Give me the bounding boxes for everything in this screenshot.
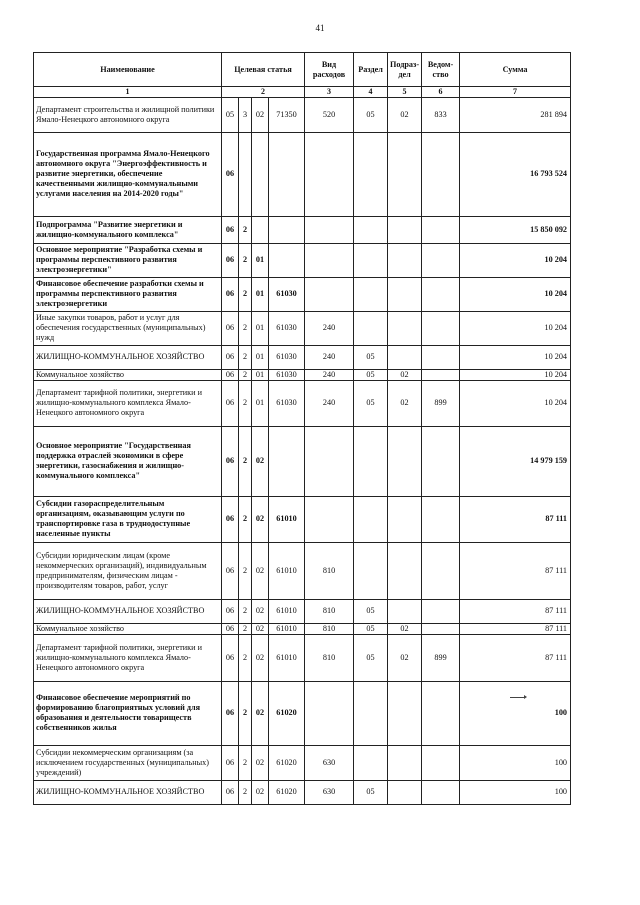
cell-name: Государственная программа Ямало-Ненецкого автономного округа "Энергоэффективность и развитие энергетики, обеспечение качественными жилищно-коммунальными услугами населения на 2014-2020 годы" bbox=[34, 132, 222, 216]
column-number: 5 bbox=[388, 87, 422, 98]
cell-sum: 87 111 bbox=[460, 634, 571, 681]
cell-department bbox=[422, 681, 460, 745]
cell-target-activity: 01 bbox=[252, 277, 269, 311]
cell-name: Субсидии газораспределительным организациям, оказывающим услуги по транспортировке газа в труднодоступные населенные пункты bbox=[34, 496, 222, 542]
cell-subsection bbox=[388, 311, 422, 345]
cell-section bbox=[354, 132, 388, 216]
cell-section bbox=[354, 216, 388, 243]
cell-target-subprogram: 2 bbox=[239, 243, 252, 277]
cell-target-activity: 02 bbox=[252, 426, 269, 496]
cell-section: 05 bbox=[354, 623, 388, 634]
cell-sum: 100 bbox=[460, 745, 571, 780]
cell-department bbox=[422, 623, 460, 634]
cell-section bbox=[354, 681, 388, 745]
cell-name: Субсидии юридическим лицам (кроме некоммерческих организаций), индивидуальным предпринимателям, физическим лицам - производителям товаров, работ, услуг bbox=[34, 542, 222, 599]
cell-target-subprogram: 2 bbox=[239, 542, 252, 599]
cell-section: 05 bbox=[354, 780, 388, 804]
cell-target-program: 06 bbox=[222, 277, 239, 311]
cell-subsection bbox=[388, 277, 422, 311]
header-expense-type: Вид расходов bbox=[305, 53, 354, 87]
table-row bbox=[34, 634, 571, 681]
cell-expense-type: 240 bbox=[305, 311, 354, 345]
cell-subsection bbox=[388, 243, 422, 277]
cell-sum: 14 979 159 bbox=[460, 426, 571, 496]
cell-section: 05 bbox=[354, 380, 388, 426]
cell-name: ЖИЛИЩНО-КОММУНАЛЬНОЕ ХОЗЯЙСТВО bbox=[34, 780, 222, 804]
cell-section bbox=[354, 542, 388, 599]
cell-target-direction: 61030 bbox=[269, 380, 305, 426]
table-row bbox=[34, 132, 571, 216]
cell-name: Финансовое обеспечение разработки схемы и программы перспективного развития электроэнергетики bbox=[34, 277, 222, 311]
cell-target-subprogram: 2 bbox=[239, 369, 252, 380]
cell-expense-type: 520 bbox=[305, 97, 354, 132]
cell-expense-type bbox=[305, 681, 354, 745]
cell-subsection bbox=[388, 780, 422, 804]
cell-name: Подпрограмма "Развитие энергетики и жилищно-коммунального комплекса" bbox=[34, 216, 222, 243]
cell-target-activity: 02 bbox=[252, 634, 269, 681]
table-body bbox=[34, 97, 571, 804]
cell-section bbox=[354, 745, 388, 780]
column-number: 2 bbox=[222, 87, 305, 98]
cell-target-activity: 01 bbox=[252, 369, 269, 380]
cell-sum: 10 204 bbox=[460, 277, 571, 311]
cell-subsection bbox=[388, 599, 422, 623]
cell-expense-type: 810 bbox=[305, 542, 354, 599]
cell-name: Департамент строительства и жилищной политики Ямало-Ненецкого автономного округа bbox=[34, 97, 222, 132]
cell-target-activity: 02 bbox=[252, 780, 269, 804]
cell-expense-type bbox=[305, 132, 354, 216]
column-number: 7 bbox=[460, 87, 571, 98]
cell-target-program: 06 bbox=[222, 380, 239, 426]
cell-target-activity: 01 bbox=[252, 243, 269, 277]
cell-target-program: 06 bbox=[222, 132, 239, 216]
cell-department bbox=[422, 599, 460, 623]
header-name: Наименование bbox=[34, 53, 222, 87]
cell-target-program: 06 bbox=[222, 426, 239, 496]
cell-target-program: 06 bbox=[222, 634, 239, 681]
table-row bbox=[34, 426, 571, 496]
cell-subsection bbox=[388, 132, 422, 216]
cell-target-subprogram: 2 bbox=[239, 623, 252, 634]
cell-target-direction: 61030 bbox=[269, 369, 305, 380]
cell-department bbox=[422, 243, 460, 277]
cell-target-activity bbox=[252, 216, 269, 243]
column-number: 1 bbox=[34, 87, 222, 98]
cell-expense-type bbox=[305, 277, 354, 311]
cell-target-activity: 01 bbox=[252, 311, 269, 345]
cell-expense-type: 240 bbox=[305, 369, 354, 380]
cell-name: ЖИЛИЩНО-КОММУНАЛЬНОЕ ХОЗЯЙСТВО bbox=[34, 345, 222, 369]
cell-target-subprogram: 2 bbox=[239, 380, 252, 426]
cell-expense-type bbox=[305, 496, 354, 542]
page-number: 41 bbox=[315, 23, 325, 33]
cell-department bbox=[422, 345, 460, 369]
cell-target-direction: 61010 bbox=[269, 542, 305, 599]
cell-name: Департамент тарифной политики, энергетики и жилищно-коммунального комплекса Ямало-Ненецкого автономного округа bbox=[34, 380, 222, 426]
cell-subsection bbox=[388, 496, 422, 542]
cell-target-subprogram: 2 bbox=[239, 745, 252, 780]
cell-subsection bbox=[388, 216, 422, 243]
table-row bbox=[34, 243, 571, 277]
cell-sum: 87 111 bbox=[460, 542, 571, 599]
cell-target-direction: 61030 bbox=[269, 277, 305, 311]
cell-subsection: 02 bbox=[388, 97, 422, 132]
cell-subsection bbox=[388, 745, 422, 780]
table-row bbox=[34, 599, 571, 623]
cell-expense-type: 630 bbox=[305, 780, 354, 804]
cell-department: 899 bbox=[422, 634, 460, 681]
cell-section bbox=[354, 426, 388, 496]
cell-target-activity: 02 bbox=[252, 496, 269, 542]
cell-name: Финансовое обеспечение мероприятий по формированию благоприятных условий для образования и деятельности товариществ собственников жилья bbox=[34, 681, 222, 745]
cell-target-program: 06 bbox=[222, 311, 239, 345]
cell-department bbox=[422, 311, 460, 345]
column-number: 4 bbox=[354, 87, 388, 98]
cell-target-direction: 61020 bbox=[269, 780, 305, 804]
cell-sum: 10 204 bbox=[460, 380, 571, 426]
cell-subsection bbox=[388, 426, 422, 496]
cell-target-direction bbox=[269, 243, 305, 277]
cell-target-direction bbox=[269, 426, 305, 496]
cell-subsection bbox=[388, 681, 422, 745]
cell-target-program: 06 bbox=[222, 599, 239, 623]
cell-sum: 16 793 524 bbox=[460, 132, 571, 216]
header-department: Ведом-ство bbox=[422, 53, 460, 87]
cell-target-direction bbox=[269, 132, 305, 216]
table-row bbox=[34, 380, 571, 426]
cell-section bbox=[354, 496, 388, 542]
table-row bbox=[34, 780, 571, 804]
cell-subsection: 02 bbox=[388, 380, 422, 426]
cell-target-program: 06 bbox=[222, 681, 239, 745]
cell-target-program: 06 bbox=[222, 216, 239, 243]
arrow-mark-icon bbox=[510, 697, 524, 698]
cell-subsection: 02 bbox=[388, 623, 422, 634]
table-row bbox=[34, 345, 571, 369]
cell-department bbox=[422, 496, 460, 542]
cell-expense-type: 810 bbox=[305, 599, 354, 623]
cell-subsection: 02 bbox=[388, 634, 422, 681]
cell-expense-type: 240 bbox=[305, 380, 354, 426]
cell-target-activity: 02 bbox=[252, 97, 269, 132]
cell-target-direction: 61030 bbox=[269, 345, 305, 369]
table-row bbox=[34, 496, 571, 542]
cell-sum: 100 bbox=[460, 780, 571, 804]
cell-sum: 10 204 bbox=[460, 243, 571, 277]
cell-name: Коммунальное хозяйство bbox=[34, 369, 222, 380]
cell-section: 05 bbox=[354, 369, 388, 380]
cell-name: Основное мероприятие "Разработка схемы и программы перспективного развития электроэнергетики" bbox=[34, 243, 222, 277]
cell-target-subprogram: 2 bbox=[239, 311, 252, 345]
header-section: Раздел bbox=[354, 53, 388, 87]
cell-sum: 100 bbox=[460, 681, 571, 745]
cell-department bbox=[422, 542, 460, 599]
cell-target-subprogram: 2 bbox=[239, 634, 252, 681]
cell-subsection bbox=[388, 542, 422, 599]
cell-name: Субсидии некоммерческим организациям (за исключением государственных (муниципальных) учреждений) bbox=[34, 745, 222, 780]
cell-sum: 281 894 bbox=[460, 97, 571, 132]
cell-target-direction: 61030 bbox=[269, 311, 305, 345]
cell-target-program: 06 bbox=[222, 745, 239, 780]
cell-section: 05 bbox=[354, 345, 388, 369]
cell-department bbox=[422, 277, 460, 311]
cell-section bbox=[354, 277, 388, 311]
cell-target-subprogram: 2 bbox=[239, 780, 252, 804]
header-subsection: Подраз-дел bbox=[388, 53, 422, 87]
table-row bbox=[34, 369, 571, 380]
cell-target-subprogram: 2 bbox=[239, 681, 252, 745]
cell-sum: 10 204 bbox=[460, 311, 571, 345]
header-row bbox=[34, 53, 571, 87]
cell-target-activity bbox=[252, 132, 269, 216]
cell-target-program: 06 bbox=[222, 780, 239, 804]
table-row bbox=[34, 277, 571, 311]
cell-target-activity: 02 bbox=[252, 745, 269, 780]
table-row bbox=[34, 542, 571, 599]
header-sum: Сумма bbox=[460, 53, 571, 87]
cell-section: 05 bbox=[354, 97, 388, 132]
cell-name: Коммунальное хозяйство bbox=[34, 623, 222, 634]
cell-target-subprogram bbox=[239, 132, 252, 216]
cell-target-direction: 61010 bbox=[269, 634, 305, 681]
cell-target-subprogram: 2 bbox=[239, 216, 252, 243]
cell-sum: 87 111 bbox=[460, 599, 571, 623]
cell-target-subprogram: 2 bbox=[239, 277, 252, 311]
cell-section: 05 bbox=[354, 599, 388, 623]
cell-section: 05 bbox=[354, 634, 388, 681]
cell-sum: 87 111 bbox=[460, 496, 571, 542]
cell-expense-type bbox=[305, 243, 354, 277]
header-target: Целевая статья bbox=[222, 53, 305, 87]
cell-expense-type: 810 bbox=[305, 634, 354, 681]
column-number-row bbox=[34, 87, 571, 98]
cell-target-program: 06 bbox=[222, 542, 239, 599]
cell-target-activity: 02 bbox=[252, 623, 269, 634]
cell-name: Иные закупки товаров, работ и услуг для обеспечения государственных (муниципальных) нужд bbox=[34, 311, 222, 345]
table-row bbox=[34, 623, 571, 634]
cell-target-direction: 61010 bbox=[269, 496, 305, 542]
cell-target-activity: 02 bbox=[252, 681, 269, 745]
cell-name: Основное мероприятие "Государственная поддержка отраслей экономики в сфере энергетики, газоснабжения и жилищно-коммунального комплекса" bbox=[34, 426, 222, 496]
cell-sum: 10 204 bbox=[460, 345, 571, 369]
column-number: 3 bbox=[305, 87, 354, 98]
cell-target-program: 06 bbox=[222, 496, 239, 542]
cell-expense-type: 630 bbox=[305, 745, 354, 780]
cell-target-subprogram: 3 bbox=[239, 97, 252, 132]
cell-target-subprogram: 2 bbox=[239, 599, 252, 623]
column-number: 6 bbox=[422, 87, 460, 98]
cell-sum: 87 111 bbox=[460, 623, 571, 634]
cell-target-direction: 61020 bbox=[269, 681, 305, 745]
cell-target-program: 06 bbox=[222, 623, 239, 634]
cell-target-direction: 61010 bbox=[269, 623, 305, 634]
cell-department bbox=[422, 132, 460, 216]
cell-expense-type bbox=[305, 216, 354, 243]
cell-name: ЖИЛИЩНО-КОММУНАЛЬНОЕ ХОЗЯЙСТВО bbox=[34, 599, 222, 623]
cell-section bbox=[354, 243, 388, 277]
table-row bbox=[34, 745, 571, 780]
cell-name: Департамент тарифной политики, энергетики и жилищно-коммунального комплекса Ямало-Ненецкого автономного округа bbox=[34, 634, 222, 681]
cell-department bbox=[422, 426, 460, 496]
cell-subsection: 02 bbox=[388, 369, 422, 380]
cell-target-activity: 01 bbox=[252, 345, 269, 369]
budget-table bbox=[33, 52, 571, 805]
cell-target-direction: 61010 bbox=[269, 599, 305, 623]
cell-target-activity: 02 bbox=[252, 599, 269, 623]
cell-expense-type: 810 bbox=[305, 623, 354, 634]
cell-subsection bbox=[388, 345, 422, 369]
cell-department bbox=[422, 216, 460, 243]
cell-target-direction: 71350 bbox=[269, 97, 305, 132]
cell-target-program: 06 bbox=[222, 345, 239, 369]
cell-target-direction: 61020 bbox=[269, 745, 305, 780]
cell-sum: 15 850 092 bbox=[460, 216, 571, 243]
cell-target-program: 06 bbox=[222, 369, 239, 380]
cell-expense-type: 240 bbox=[305, 345, 354, 369]
table-row bbox=[34, 216, 571, 243]
cell-expense-type bbox=[305, 426, 354, 496]
cell-target-subprogram: 2 bbox=[239, 496, 252, 542]
table-row bbox=[34, 311, 571, 345]
table-row bbox=[34, 97, 571, 132]
cell-department bbox=[422, 780, 460, 804]
table-row bbox=[34, 681, 571, 745]
cell-target-activity: 02 bbox=[252, 542, 269, 599]
cell-target-program: 06 bbox=[222, 243, 239, 277]
cell-target-subprogram: 2 bbox=[239, 426, 252, 496]
cell-target-program: 05 bbox=[222, 97, 239, 132]
cell-sum: 10 204 bbox=[460, 369, 571, 380]
cell-target-subprogram: 2 bbox=[239, 345, 252, 369]
cell-target-direction bbox=[269, 216, 305, 243]
cell-target-activity: 01 bbox=[252, 380, 269, 426]
cell-department: 899 bbox=[422, 380, 460, 426]
cell-department bbox=[422, 369, 460, 380]
cell-section bbox=[354, 311, 388, 345]
cell-department bbox=[422, 745, 460, 780]
cell-department: 833 bbox=[422, 97, 460, 132]
